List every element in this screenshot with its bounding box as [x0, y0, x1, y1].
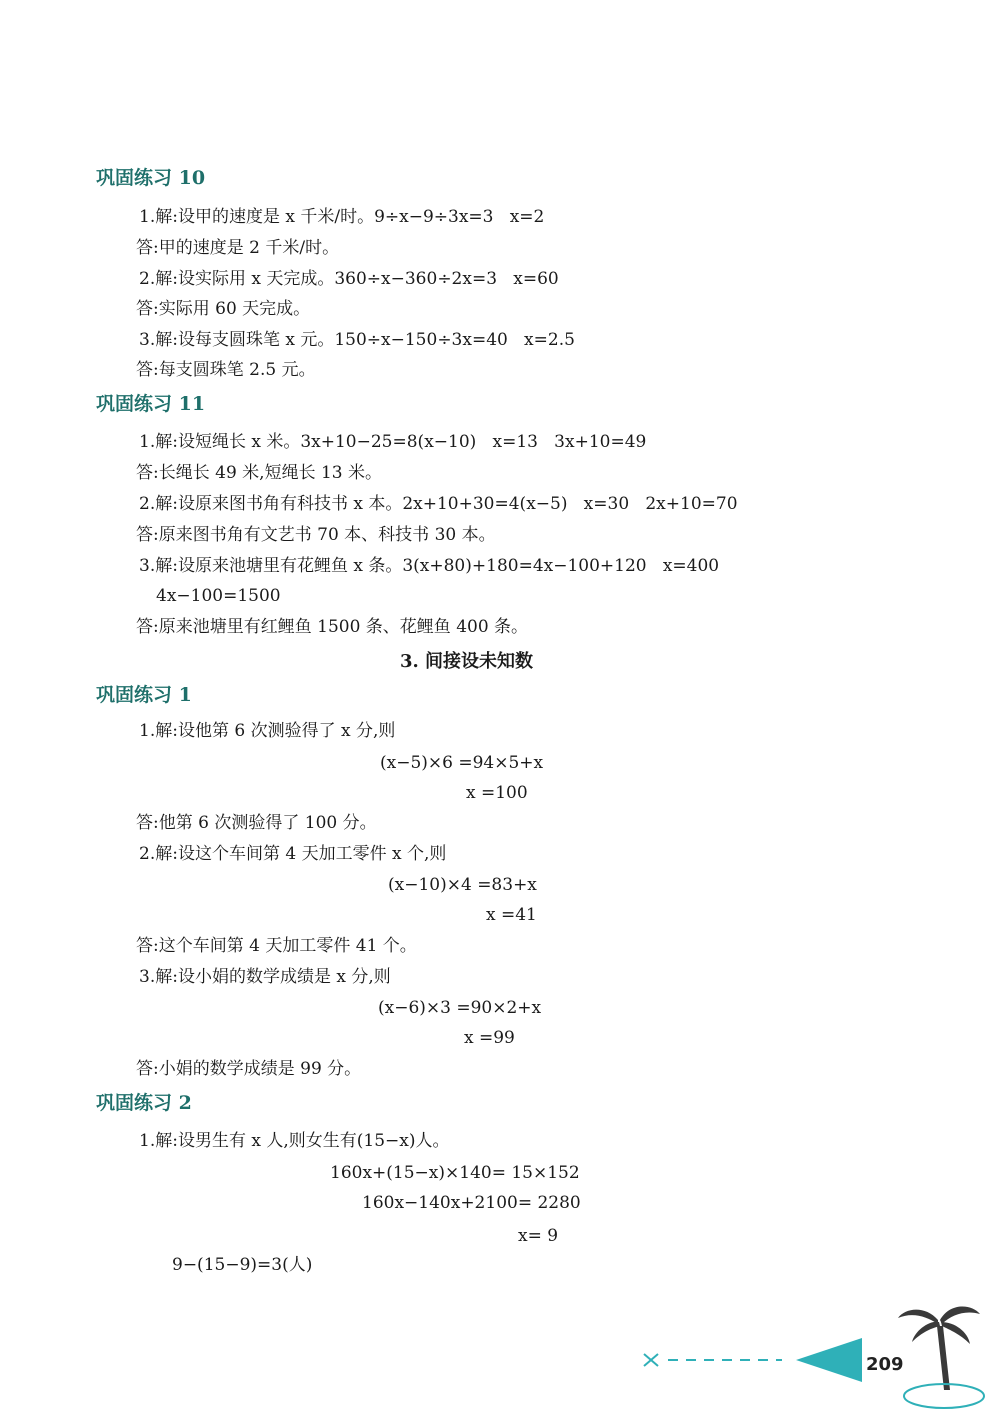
palm-tree-icon	[898, 1306, 980, 1390]
answer-line: 3.解:设小娟的数学成绩是 x 分,则	[139, 967, 391, 987]
answer-line: 答:甲的速度是 2 千米/时。	[136, 238, 340, 258]
equation-line: 160x−140x+2100= 2280	[362, 1193, 581, 1213]
answer-line: 答:原来池塘里有红鲤鱼 1500 条、花鲤鱼 400 条。	[136, 617, 529, 637]
answer-line: 2.解:设这个车间第 4 天加工零件 x 个,则	[139, 844, 447, 864]
equation-line: x =99	[464, 1028, 515, 1048]
section-heading-10: 巩固练习 10	[96, 167, 206, 189]
arrow-left-icon	[796, 1338, 862, 1382]
sparkle-icon	[644, 1354, 658, 1366]
answer-line: 答:这个车间第 4 天加工零件 41 个。	[136, 936, 417, 956]
section-heading-11: 巩固练习 11	[96, 393, 206, 415]
page-number: 209	[866, 1354, 904, 1375]
answer-line: 3.解:设每支圆珠笔 x 元。150÷x−150÷3x=40 x=2.5	[139, 330, 575, 350]
answer-line: 答:每支圆珠笔 2.5 元。	[136, 360, 316, 380]
answer-line: 答:长绳长 49 米,短绳长 13 米。	[136, 463, 383, 483]
answer-line: 9−(15−9)=3(人)	[172, 1255, 313, 1275]
equation-line: (x−5)×6 =94×5+x	[380, 753, 544, 773]
answer-line: 答:实际用 60 天完成。	[136, 299, 311, 319]
equation-line: x =41	[486, 905, 537, 925]
answer-line: 答:他第 6 次测验得了 100 分。	[136, 813, 377, 833]
equation-line: (x−6)×3 =90×2+x	[378, 998, 542, 1018]
answer-line: 1.解:设他第 6 次测验得了 x 分,则	[139, 721, 396, 741]
equation-line: x =100	[466, 783, 528, 803]
answer-line: 答:原来图书角有文艺书 70 本、科技书 30 本。	[136, 525, 496, 545]
answer-line: 3.解:设原来池塘里有花鲤鱼 x 条。3(x+80)+180=4x−100+120 x=400	[139, 556, 720, 576]
section-heading-2: 巩固练习 2	[96, 1092, 192, 1114]
section-heading-1: 巩固练习 1	[96, 684, 192, 706]
answer-line: 1.解:设甲的速度是 x 千米/时。9÷x−9÷3x=3 x=2	[139, 207, 545, 227]
answer-line: 2.解:设原来图书角有科技书 x 本。2x+10+30=4(x−5) x=30 2x+10=70	[139, 494, 738, 514]
answer-line: 答:小娟的数学成绩是 99 分。	[136, 1059, 362, 1079]
chapter-title: 3. 间接设未知数	[400, 651, 534, 672]
equation-line: 160x+(15−x)×140= 15×152	[330, 1163, 580, 1183]
answer-line: 4x−100=1500	[156, 586, 281, 606]
equation-line: (x−10)×4 =83+x	[388, 875, 537, 895]
answer-line: 1.解:设男生有 x 人,则女生有(15−x)人。	[139, 1131, 450, 1151]
answer-line: 1.解:设短绳长 x 米。3x+10−25=8(x−10) x=13 3x+10=49	[139, 432, 647, 452]
equation-line: x= 9	[518, 1226, 559, 1246]
page-footer	[0, 1300, 1000, 1418]
answer-line: 2.解:设实际用 x 天完成。360÷x−360÷2x=3 x=60	[139, 269, 559, 289]
footer-decoration	[0, 1300, 1000, 1418]
